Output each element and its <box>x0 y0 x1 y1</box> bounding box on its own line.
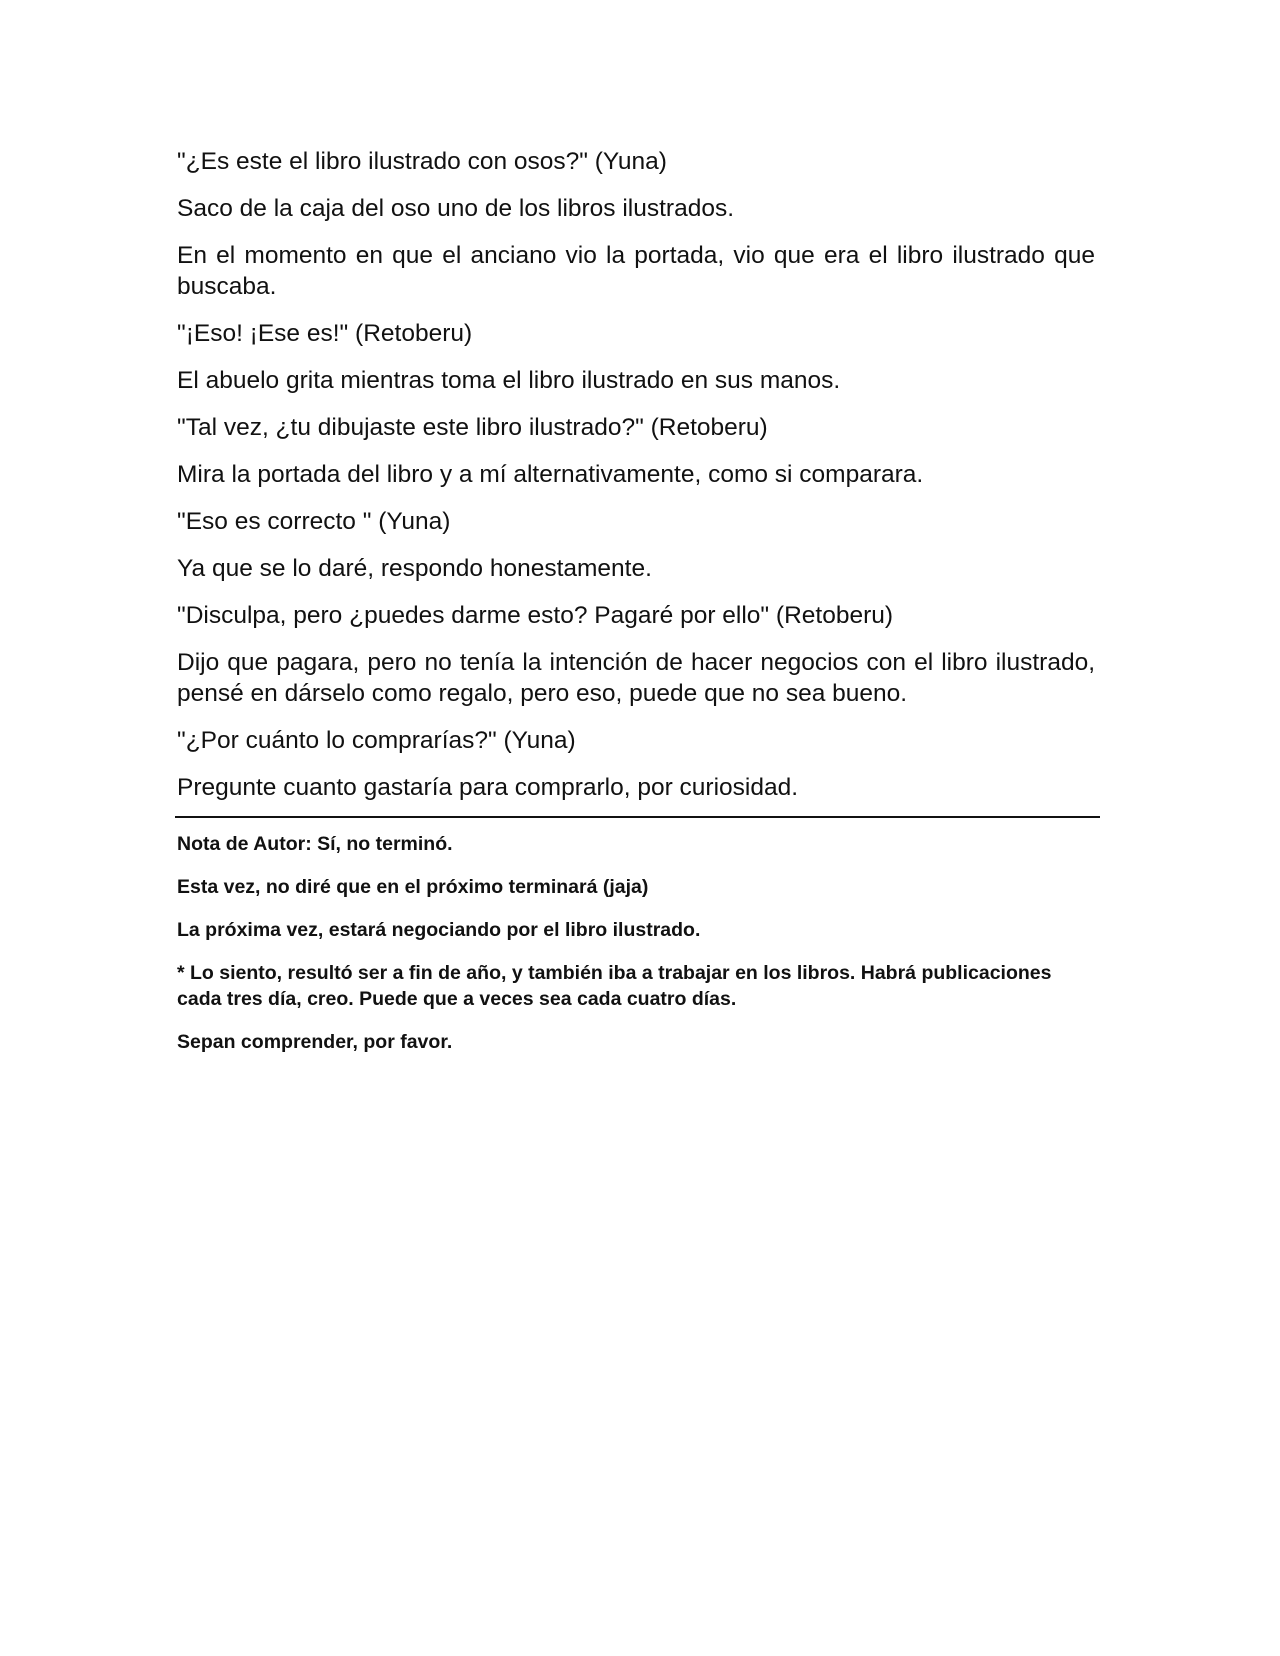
section-divider <box>175 816 1100 818</box>
author-note-line: * Lo siento, resultó ser a fin de año, y también iba a trabajar en los libros. Habrá publicaciones cada tres día, creo. Puede que a veces sea cada cuatro días. <box>177 962 1052 1010</box>
story-paragraph: Mira la portada del libro y a mí alternativamente, como si comparara. <box>177 461 924 488</box>
author-note <box>177 831 1095 1072</box>
story-paragraph: "Tal vez, ¿tu dibujaste este libro ilustrado?" (Retoberu) <box>177 414 768 441</box>
story-paragraph: Saco de la caja del oso uno de los libros ilustrados. <box>177 195 735 222</box>
author-note-line: Esta vez, no diré que en el próximo terminará (jaja) <box>177 876 649 898</box>
author-note-line: La próxima vez, estará negociando por el libro ilustrado. <box>177 919 701 941</box>
story-paragraph: Dijo que pagara, pero no tenía la intención de hacer negocios con el libro ilustrado, pensé en dárselo como regalo, pero eso, puede que no sea bueno. <box>177 649 1095 707</box>
story-paragraph: "¡Eso! ¡Ese es!" (Retoberu) <box>177 320 473 347</box>
story-paragraph: "Disculpa, pero ¿puedes darme esto? Pagaré por ello" (Retoberu) <box>177 602 894 629</box>
story-paragraph: "Eso es correcto " (Yuna) <box>177 508 451 535</box>
author-note-line: Nota de Autor: Sí, no terminó. <box>177 833 453 855</box>
story-paragraph: El abuelo grita mientras toma el libro ilustrado en sus manos. <box>177 367 841 394</box>
story-paragraph: "¿Es este el libro ilustrado con osos?" (Yuna) <box>177 148 667 175</box>
story-paragraph: Pregunte cuanto gastaría para comprarlo, por curiosidad. <box>177 774 799 801</box>
story-paragraph: En el momento en que el anciano vio la portada, vio que era el libro ilustrado que buscaba. <box>177 242 1095 300</box>
story-paragraph: "¿Por cuánto lo comprarías?" (Yuna) <box>177 727 576 754</box>
story-paragraph: Ya que se lo daré, respondo honestamente. <box>177 555 652 582</box>
story-body <box>177 146 1095 803</box>
author-note-line: Sepan comprender, por favor. <box>177 1031 453 1053</box>
